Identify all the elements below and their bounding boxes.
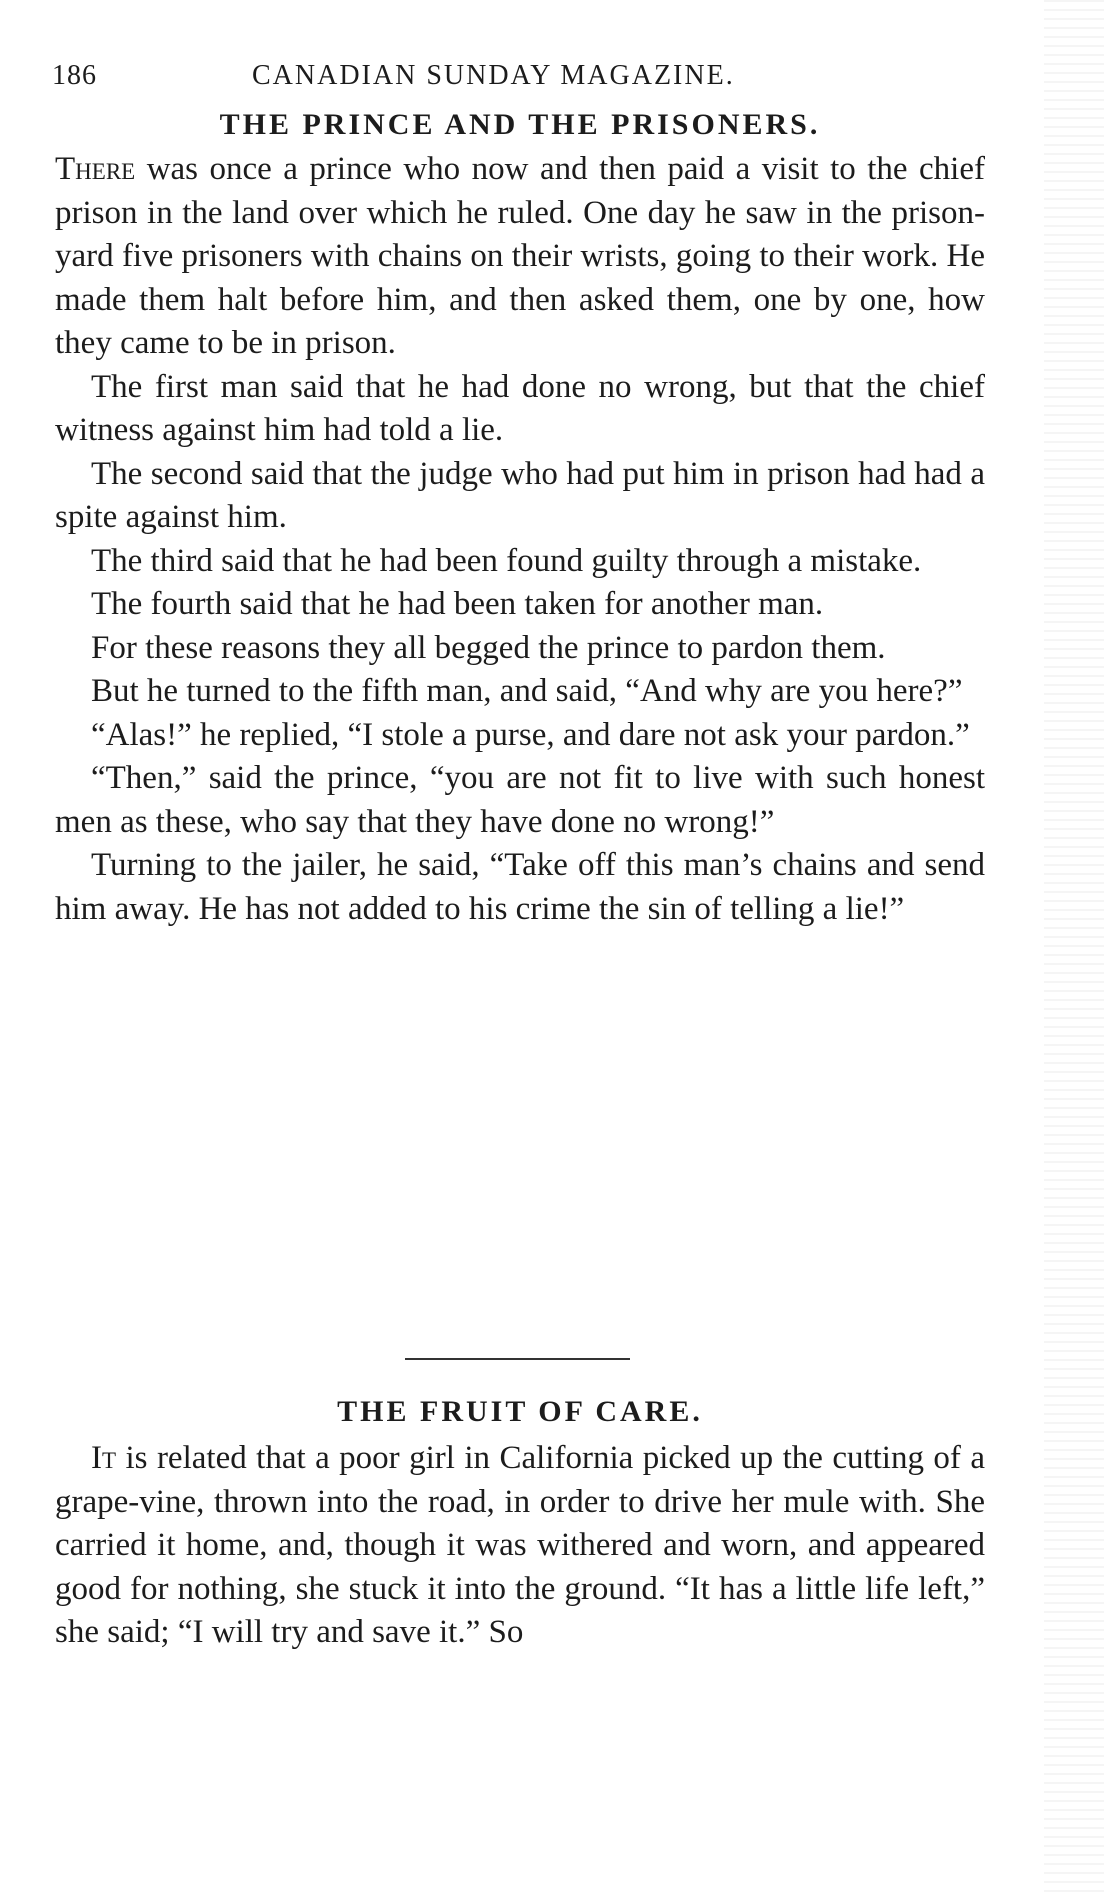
article-paragraph: The fourth said that he had been taken for another man. [91, 586, 824, 622]
article-paragraph: The second said that the judge who had put him in prison had had a spite against him. [55, 455, 985, 535]
article-fruit-of-care [55, 1395, 985, 1655]
article-paragraph: The third said that he had been found guilty through a mistake. [91, 542, 922, 579]
article-title: THE PRINCE AND THE PRISONERS. [219, 108, 821, 141]
paragraph-text: was once a prince who now and then paid a visit to the chief prison in the land over which he ruled. One day he saw in the prison-yard five prisoners with chains on their wrists, going to their work. He made them halt before him, and then asked them, one by one, how they came to be in prison. [55, 151, 985, 361]
section-divider-rule [405, 1358, 630, 1360]
article-paragraph: “Then,” said the prince, “you are not fit to live with such honest men as these, who say that they have done no wrong!” [55, 760, 985, 840]
article-paragraph: For these reasons they all begged the prince to pardon them. [91, 629, 886, 666]
dropcap-word: There [55, 151, 136, 187]
article-prince-and-prisoners [55, 108, 985, 931]
article-paragraph: “Alas!” he replied, “I stole a purse, and dare not ask your pardon.” [91, 716, 970, 753]
article-paragraph [55, 1437, 985, 1655]
running-head: CANADIAN SUNDAY MAGAZINE. [252, 60, 735, 91]
article-paragraph: Turning to the jailer, he said, “Take off this man’s chains and send him away. He has not added to his crime the sin of telling a lie!” [55, 847, 985, 927]
article-paragraph: But he turned to the fifth man, and said, “And why are you here?” [91, 673, 963, 709]
dropcap-word: It [91, 1440, 117, 1476]
article-paragraph [55, 148, 985, 366]
article-title: THE FRUIT OF CARE. [337, 1395, 703, 1428]
page-header [52, 54, 792, 94]
paragraph-text: is related that a poor girl in California picked up the cutting of a grape-vine, thrown into the road, in order to drive her mule with. She carried it home, and, though it was withered and worn, and appeared good for nothing, she stuck it into the ground. “It has a little life left,” she said; “I will try and save it.” So [55, 1440, 985, 1650]
page-edge-texture [1044, 0, 1104, 1892]
page-number: 186 [52, 60, 97, 91]
article-paragraph: The first man said that he had done no wrong, but that the chief witness against him had told a lie. [55, 368, 985, 448]
